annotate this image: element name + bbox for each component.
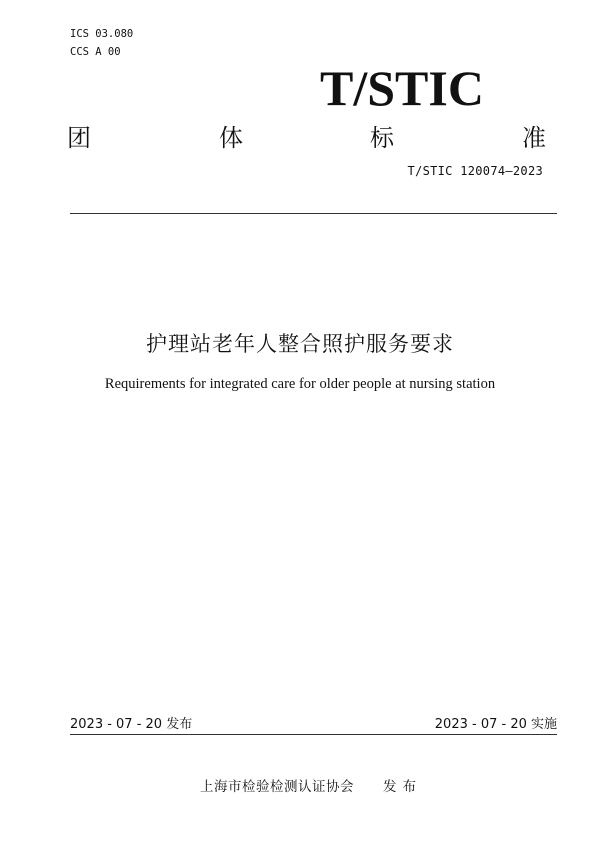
standard-type-char: 标 — [370, 124, 394, 152]
brand-logo — [320, 60, 530, 116]
standard-type-char: 体 — [219, 124, 243, 152]
document-title-english: Requirements for integrated care for older people at nursing station — [104, 376, 496, 392]
publish-label: 发布 — [383, 779, 422, 795]
document-title-chinese: 护理站老年人整合照护服务要求 — [146, 332, 454, 356]
standard-code: T/STIC 120074—2023 — [407, 164, 543, 178]
brand-logo-text: T/STIC — [320, 60, 484, 116]
ics-code: ICS 03.080 — [70, 28, 134, 40]
publisher-name: 上海市检验检测认证协会 — [200, 779, 354, 795]
bottom-divider — [70, 734, 557, 735]
implementation-date: 2023 - 07 - 20 实施 — [434, 717, 557, 732]
standard-type-char: 准 — [522, 124, 546, 152]
standard-type-char: 团 — [67, 124, 91, 152]
top-divider — [70, 213, 557, 214]
ccs-code: CCS A 00 — [70, 46, 121, 58]
issue-date: 2023 - 07 - 20 发布 — [70, 717, 193, 732]
